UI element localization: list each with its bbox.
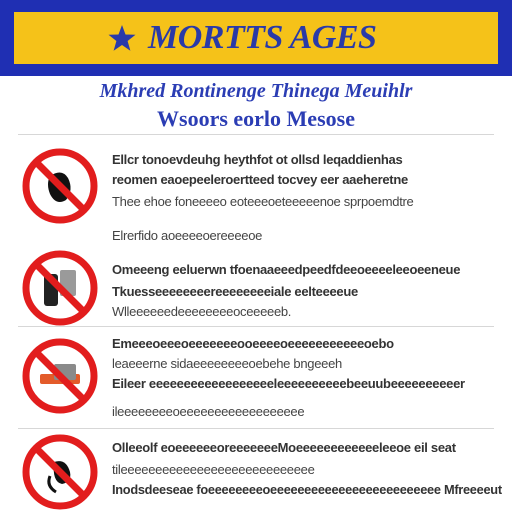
rule-1-line-1: Ellcr tonoevdeuhg heythfot ot ollsd leqaddienhas [112, 152, 403, 167]
rule-4-line-3: Inodsdeeseae foeeeeeeeeoeeeeeeeeeeeeeeeeeeeeeeeee Mfreeeeut [112, 482, 502, 497]
rule-3-line-2: leaeeerne sidaeeeeeeeeoebehe bngeeeh [112, 356, 342, 371]
subtitle-line-1: Mkhred Rontinenge Thinega Meuihlr [99, 80, 413, 102]
no-phone-icon [20, 248, 100, 328]
star-icon [108, 24, 136, 52]
rule-3-line-1: Emeeeoeeeoeeeeeeeooeeeeoeeeeeeeeeeeoebo [112, 336, 394, 351]
rule-3-line-3: Eileer eeeeeeeeeeeeeeeeeeleeeeeeeeeebeeuubeeeeeeeeeer [112, 376, 465, 391]
no-food-icon [20, 336, 100, 416]
divider [18, 326, 494, 327]
rule-2-line-1: Omeeeng eeluerwn tfoenaaeeedpeedfdeeoeeeeleeoeeneue [112, 262, 461, 277]
subtitle-line-2: Wsoors eorlo Mesose [157, 106, 355, 131]
divider [18, 428, 494, 429]
rule-3-line-4: ileeeeeeeeoeeeeeeeeeeeeeeeeee [112, 404, 305, 419]
page-title: MORTTS AGES [148, 19, 377, 56]
no-smoking-icon [20, 146, 100, 226]
rule-1-line-2: reomen eaoepeeleroertteed tocvey eer aaeheretne [112, 172, 408, 187]
rule-1-line-4: Elrerfido aoeeeeoereeeeoe [112, 228, 263, 243]
rule-1-line-3: Thee ehoe foneeeeo eoteeeoeteeeeenoe sprpoemdtre [112, 194, 414, 209]
rule-2-line-3: Wlleeeeeedeeeeeeeeoceeeeeb. [112, 304, 292, 319]
rule-4-line-2: tileeeeeeeeeeeeeeeeeeeeeeeeeeee [112, 462, 315, 477]
divider [18, 134, 494, 135]
rule-4-line-1: Olleeolf eoeeeeeeoreeeeeeeMoeeeeeeeeeeeeleeoe eil seat [112, 440, 456, 455]
no-headphones-icon [20, 432, 100, 512]
rule-2-line-2: Tkuesseeeeeeeereeeeeeeeiale eelteeeeue [112, 284, 358, 299]
